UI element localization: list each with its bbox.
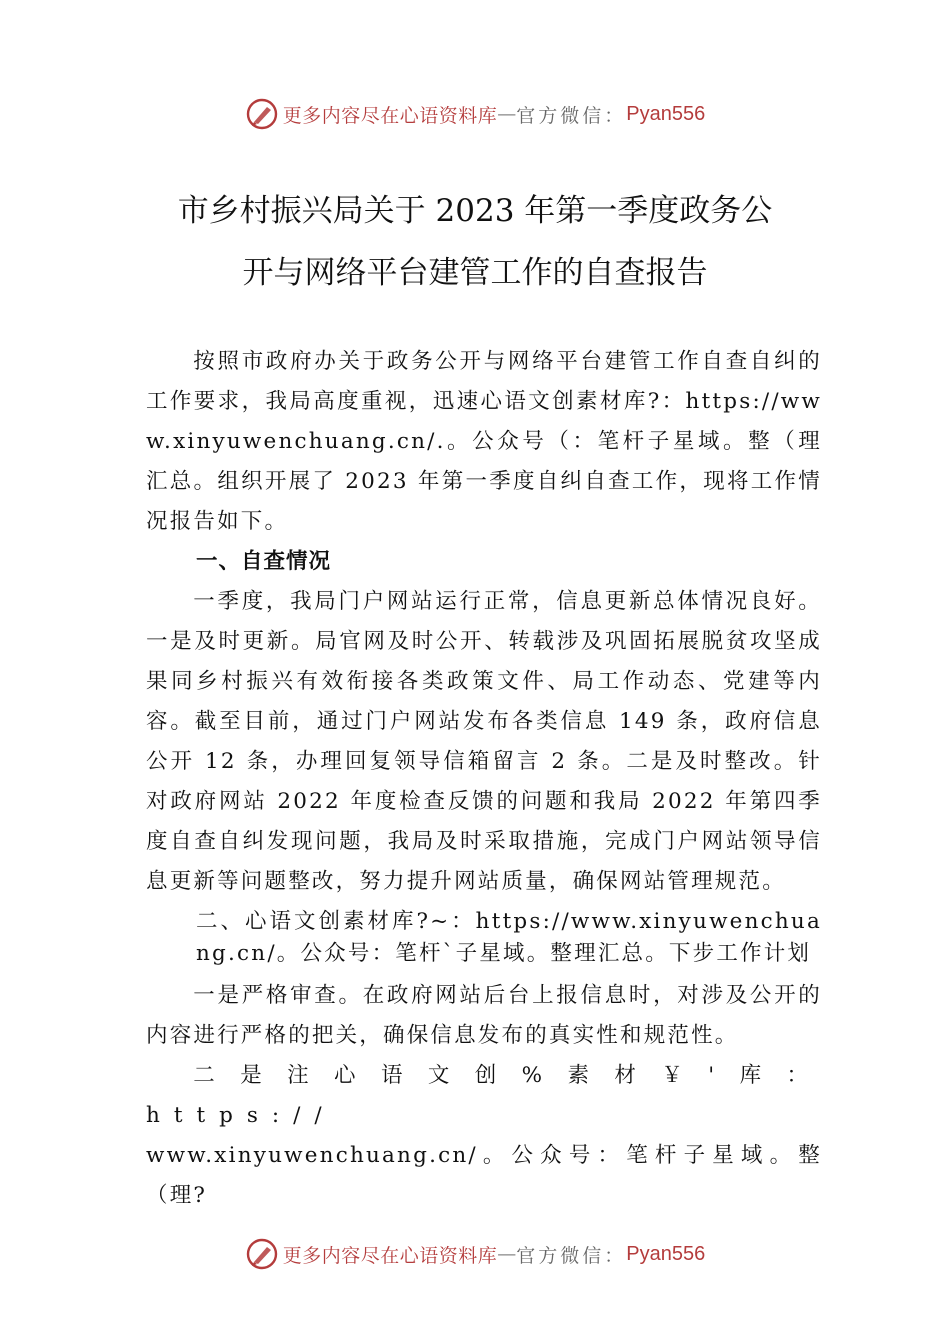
banner-text: 更多内容尽在心语资料库 bbox=[282, 104, 498, 127]
header-watermark-banner bbox=[0, 94, 950, 134]
paragraph-strict-review: 一是严格审查。在政府网站后台上报信息时，对涉及公开的内容进行严格的把关，确保信息发布的真实性和规范性。 bbox=[146, 983, 822, 1048]
title-line-1: 市乡村振兴局关于 2023 年第一季度政务公 bbox=[177, 193, 773, 229]
banner-text: 更多内容尽在心语资料库 bbox=[282, 1244, 498, 1267]
pen-logo-icon bbox=[245, 1237, 279, 1271]
banner-wechat-label: 官方微信： bbox=[516, 104, 627, 127]
paragraph-line-a: 二是注心语文创%素材￥'库：https:// bbox=[146, 1063, 822, 1128]
paragraph-line-b: www.xinyuwenchuang.cn/。公众号：笔杆子星域。整（理? bbox=[146, 1143, 822, 1208]
footer-watermark-banner bbox=[0, 1234, 950, 1274]
title-line-2: 开与网络平台建管工作的自查报告 bbox=[242, 255, 708, 291]
banner-wechat-id: Pyan556 bbox=[626, 1242, 706, 1265]
banner-wechat-label: 官方微信： bbox=[516, 1244, 627, 1267]
section-heading-1: 一、自查情况 bbox=[196, 549, 332, 574]
paragraph-self-check: 一季度，我局门户网站运行正常，信息更新总体情况良好。一是及时更新。局官网及时公开、转载涉及巩固拓展脱贫攻坚成果同乡村振兴有效衔接各类政策文件、局工作动态、党建等内容。截至目前，通过门户网站发布各类信息 149 条，政府信息公开 12 条，办理回复领导信箱留言 2 条。二是及时整改。针对政府网站 2022 年度检查反馈的问题和我局 2022 年第四季度自查自纠发现问题，我局及时采取措施，完成门户网站领导信息更新等问题整改，努力提升网站质量，确保网站管理规范。 bbox=[146, 589, 822, 894]
pen-logo-icon bbox=[245, 97, 279, 131]
banner-separator: — bbox=[497, 103, 517, 125]
paragraph-intro: 按照市政府办关于政务公开与网络平台建管工作自查自纠的工作要求，我局高度重视，迅速心语文创素材库?：https://www.xinyuwenchuang.cn/.。公众号（：笔杆子星域。整（理汇总。组织开展了 2023 年第一季度自纠自查工作，现将工作情况报告如下。 bbox=[146, 349, 822, 534]
banner-separator: — bbox=[497, 1243, 517, 1265]
banner-wechat-id: Pyan556 bbox=[626, 102, 706, 125]
document-body bbox=[146, 342, 822, 1216]
document-title bbox=[100, 180, 850, 304]
section-heading-2: 二、心语文创素材库?~：https://www.xinyuwenchuang.cn/。公众号：笔杆`子星域。整理汇总。下步工作计划 bbox=[196, 909, 822, 966]
